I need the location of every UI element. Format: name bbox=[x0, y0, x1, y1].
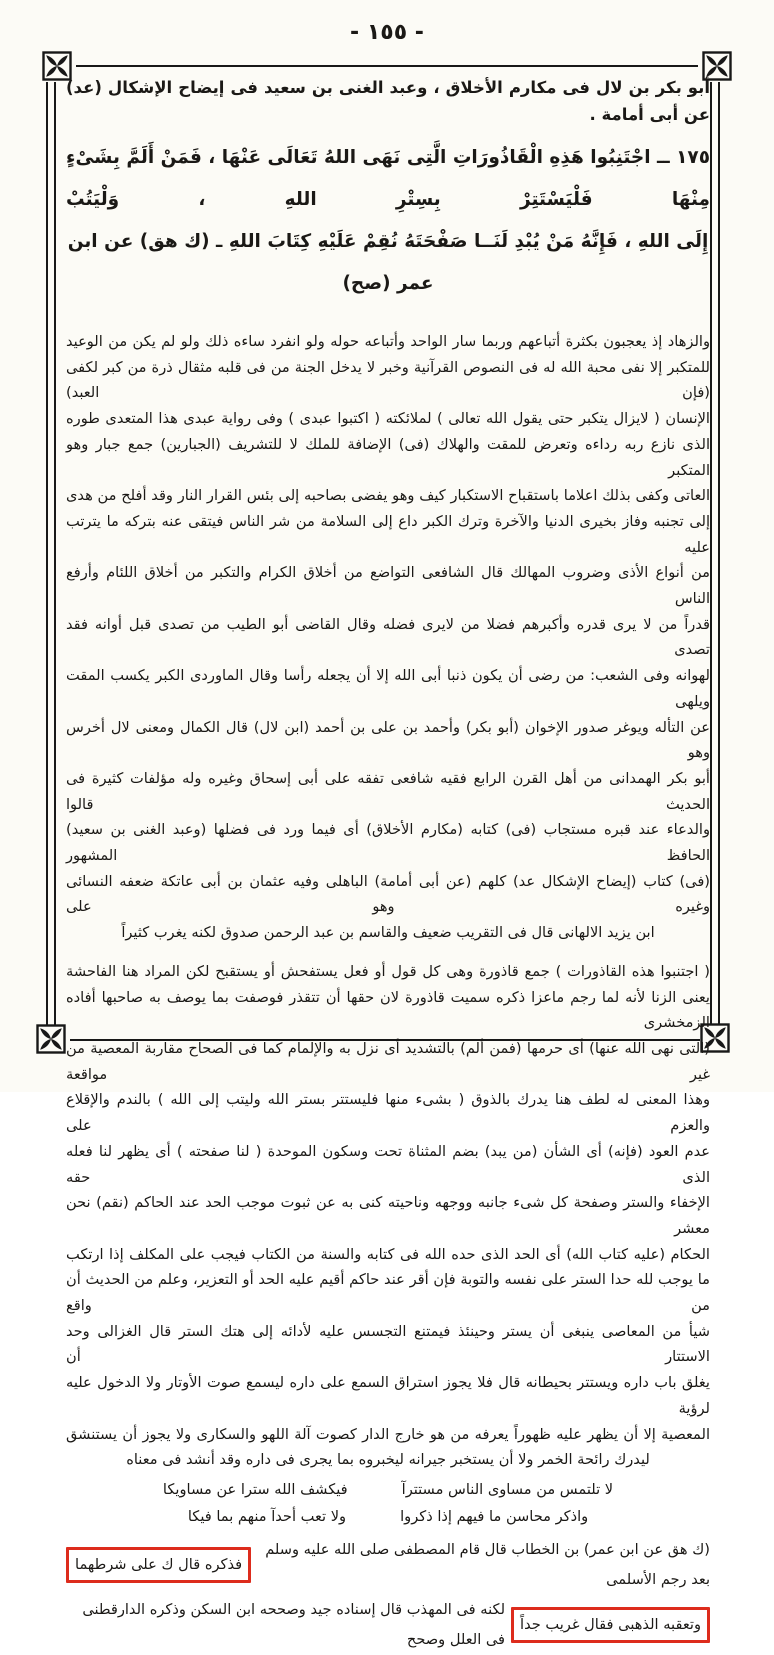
text-line: والدعاء عند قبره مستجاب (فى) كتابه (مكارم الأخلاق) أى فيما ورد فى فضلها (وعبد الغنى بن سعيد) الحافظ المشهور bbox=[66, 821, 710, 865]
highlight-box: فذكره قال ك على شرطهما bbox=[66, 1547, 251, 1583]
text-line: (فى) كتاب (إيضاح الإشكال عد) كلهم (عن أبى أمامة) الباهلى وفيه عثمان بن أبى عاتكة ضعفه النسائى وغيره وهو على bbox=[66, 872, 710, 916]
text-line: شيأ من المعاصى ينبغى أن يستر وحينئذ فيمتنع التجسس عليه لأدائه إلى هتك الستر قال الغزالى وحد الاستتار أن bbox=[66, 1322, 710, 1366]
text-column bbox=[66, 74, 710, 1655]
hadith-line-2: إِلَى اللهِ ، فَإِنَّهُ مَنْ يُبْدِ لَنَــا صَفْحَتَهُ نُقِمْ عَلَيْهِ كِتَابَ اللهِ ـ (ك هق) عن ابن عمر (صح) bbox=[67, 231, 709, 294]
text-line: الذى نازع ربه رداءه وتعرض للمقت والهلاك (فى) الإضافة للملك لا للتشريف (الجبارين) جمع جبار وهو المتكبر bbox=[66, 435, 710, 479]
frame-left-inner-line bbox=[54, 82, 56, 1026]
text-line: (التى نهى الله عنها) أى حرمها (فمن ألم) بالتشديد أى نزل به والإلمام كما فى الصحاح مقاربة المعصية من غير مواقعة bbox=[66, 1039, 710, 1083]
text-line: العاتى وكفى بذلك اعلاما باستقباح الاستكبار كيف وهو يفضى بصاحبه إلى بئس القرار النار وقد أفلح من هدى bbox=[66, 487, 710, 505]
text-line: ما يوجب لله حدا الستر على نفسه والتوبة فإن أقر عند حاكم أقيم عليه الحد أو التعزير، وعلم من الحديث أن من واقع bbox=[66, 1271, 710, 1315]
text-line: المعصية إلا أن يظهر عليه ظهوراً يعرفه من هو خارج الدار كصوت آلة اللهو والسكارى ولا يجوز أن يستنشق bbox=[66, 1425, 710, 1443]
hemistich-first: واذكر محاسن ما فيهم إذا ذكروا bbox=[400, 1507, 589, 1525]
text-line: الإنسان ( لايزال يتكبر حتى يقول الله تعالى ) لملائكته ( اكتبوا عبدى ) وفى رواية عبدى هذا المتعدى طوره bbox=[66, 410, 710, 428]
text-line: عن التأله ويوغر صدور الإخوان (أبو بكر) وأحمد بن على بن أحمد (ابن لال) قال الكمال ومعنى لال أخرس وهو bbox=[66, 718, 710, 762]
text-line: إلى تجنبه وفاز بخيرى الدنيا والآخرة وترك الكبر داع إلى السلامة من شر الناس فيتقى عنه بتركه ما يترتب عليه bbox=[66, 512, 710, 556]
previous-entry-tail-line: أبو بكر بن لال فى مكارم الأخلاق ، وعبد الغنى بن سعيد فى إيضاح الإشكال (عد) عن أبى أمامة . bbox=[66, 78, 710, 124]
hadith-block bbox=[66, 137, 710, 305]
highlight-box: وتعقبه الذهبى فقال غريب جداً bbox=[511, 1607, 710, 1643]
text-line: من أنواع الأذى وضروب المهالك قال الشافعى التواضع من أخلاق الكرام والتكبر من أخلاق اللئام وأرفع الناس bbox=[66, 564, 710, 608]
frame-top-line bbox=[76, 65, 698, 67]
takhrij-line-2 bbox=[66, 1595, 710, 1655]
hadith-line-1 bbox=[66, 137, 710, 221]
text-line: الحكام (عليه كتاب الله) أى الحد الذى حده الله فى كتابه والسنة من الكتاب فيجب على المكلف إذا ارتكب bbox=[66, 1245, 710, 1263]
text-line: قدراً من لا يرى قدره وأكبرهم فضلا من لايرى فضله وقال القاضى أبو الطيب من تصدى قبل أوانه فقد تصدى bbox=[66, 615, 710, 659]
hemistich-second: ولا تعب أحدآ منهم بما فيكا bbox=[187, 1507, 347, 1525]
hemistich-second: فيكشف الله سترا عن مساويكا bbox=[162, 1480, 348, 1498]
text-line: والزهاد إذ يعجبون بكثرة أتباعهم وربما سار الواحد وأتباعه حوله ولو انفرد ساءه ذلك ولو لم يكن من الوعيد bbox=[66, 333, 710, 350]
takhrij-text: (ك هق عن ابن عمر) بن الخطاب قال قام المصطفى صلى الله عليه وسلم بعد رجم الأسلمى bbox=[265, 1540, 710, 1588]
frame-right-outer-line bbox=[718, 82, 720, 1026]
text-line: يعنى الزنا لأنه لما رجم ماعزا ذكره سميت قاذورة لان حقها أن تتقذر فوصفت بما يوصف به صاحبها أفاده الزمخشرى bbox=[66, 988, 710, 1032]
text-line: عدم العود (فإنه) أى الشأن (من يبد) بضم المثناة تحت وسكون الموحدة ( لنا صفحته ) أى يظهر لنا فعله الذى حقه bbox=[66, 1142, 710, 1186]
takhrij-line-1 bbox=[66, 1535, 710, 1595]
text-line: يغلق باب داره ويستتر بحيطانه قال فلا يجوز استراق السمع على داره ليسمع صوت الأوتار ولا الدخول عليه لرؤية bbox=[66, 1374, 710, 1417]
poetry-block bbox=[66, 1476, 710, 1530]
corner-ornament-icon bbox=[36, 1024, 66, 1054]
commentary-paragraph-1 bbox=[66, 329, 710, 946]
takhrij-text: لكنه فى المهذب قال إسناده جيد وصححه ابن السكن وذكره الدارقطنى فى العلل وصحح bbox=[82, 1600, 506, 1648]
text-line: الإخفاء والستر وصفحة كل شىء جانبه ووجهه وناحيته كنى به عن ثبوت موجب الحد عند الحاكم (نقم) نحن معشر bbox=[66, 1194, 710, 1237]
page-number: - ١٥٥ - bbox=[350, 20, 424, 45]
text-line: وهذا المعنى له لطف هنا يدرك بالذوق ( بشىء منها فليستتر بستر الله وليتب إلى الله ) بالندم والإقلاع والعزم على bbox=[66, 1091, 710, 1135]
poetry-verse bbox=[66, 1476, 710, 1503]
hadith-text-line-1: اجْتَنِبُوا هَذِهِ الْقَاذُورَاتِ الَّتِى نَهَى اللهُ تَعَالَى عَنْهَا ، فَمَنْ أَلَمَّ بِشَىْءٍ مِنْهَا فَلْيَسْتَتِرْ بِسِتْرِ اللهِ ، وَلْيَتُبْ bbox=[66, 147, 710, 210]
frame-left-outer-line bbox=[46, 82, 48, 1026]
text-line: أبو بكر الهمدانى من أهل القرن الرابع فقيه شافعى تفقه على أبى إسحاق وغيره وله مؤلفات كثيرة فى الحديث قالوا bbox=[66, 769, 710, 813]
text-line: ابن يزيد الالهانى قال فى التقريب ضعيف والقاسم بن عبد الرحمن صدوق لكنه يغرب كثيراً bbox=[121, 924, 655, 942]
hadith-number: ١٧٥ ــ bbox=[657, 147, 710, 168]
text-line: ( اجتنبوا هذه القاذورات ) جمع قاذورة وهى كل قول أو فعل يستفحش أو يستقبح لكن المراد هنا الفاحشة bbox=[66, 962, 710, 980]
poetry-verse bbox=[66, 1503, 710, 1530]
commentary-paragraph-2 bbox=[66, 959, 710, 1473]
text-line: ليدرك رائحة الخمر ولا أن يستخبر جيرانه ليخبروه بما يجرى فى داره وقد أنشد فى معناه bbox=[126, 1451, 650, 1469]
hemistich-first: لا تلتمس من مساوى الناس مستترآ bbox=[401, 1480, 614, 1498]
takhrij-block bbox=[66, 1535, 710, 1655]
frame-right-inner-line bbox=[710, 82, 712, 1026]
text-line: لهوانه وفى الشعب: من رضى أن يكون ذنبا أبى الله إلا أن يجعله رأسا وقال الماوردى الكبر يكسب المقت ويلهى bbox=[66, 667, 710, 710]
text-line: للمتكبر إلا نفى محبة الله له فى النصوص القرآنية وخبر لا يدخل الجنة من فى قلبه مثقال ذرة من كبر لكفى (فإن العبد) bbox=[66, 358, 710, 402]
